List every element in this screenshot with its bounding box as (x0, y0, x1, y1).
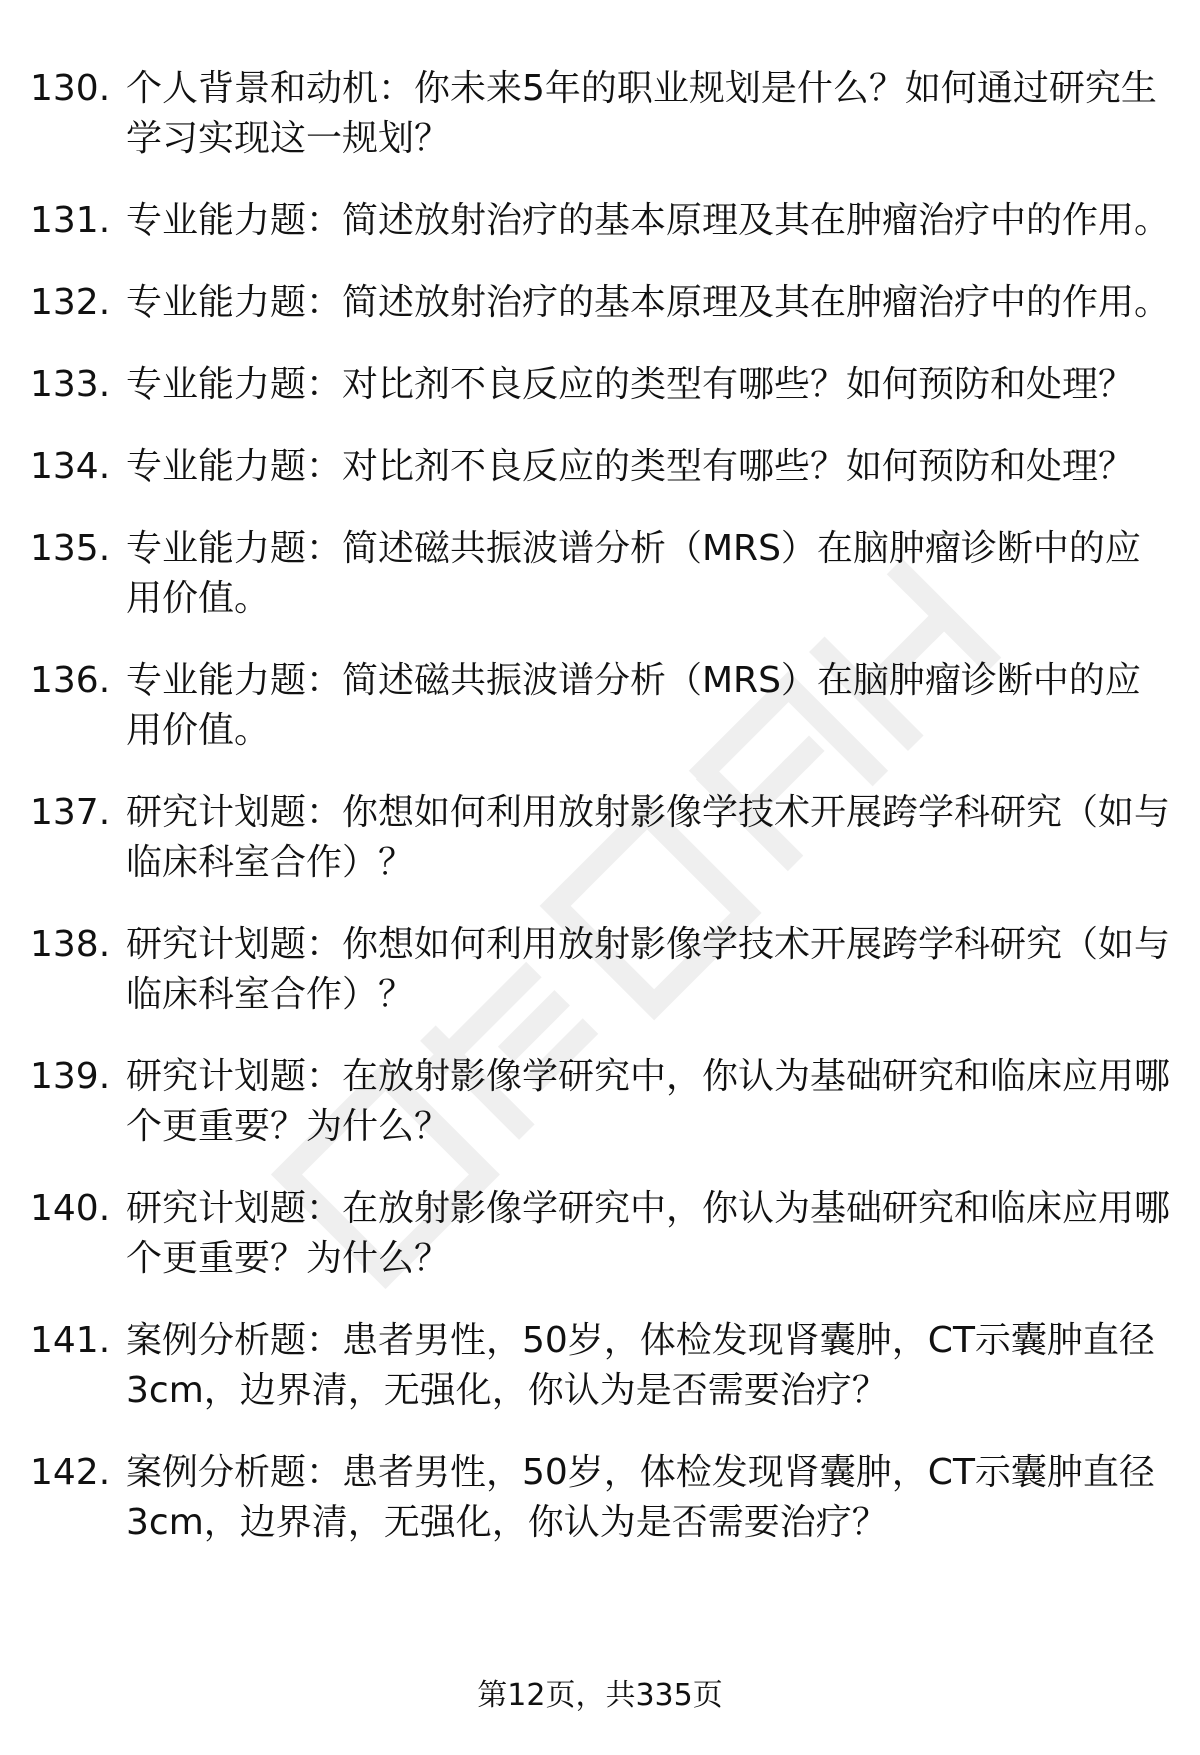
page-footer: 第12页，共335页 (477, 1678, 723, 1713)
question-text: 研究计划题：你想如何利用放射影像学技术开展跨学科研究（如与临床科室合作）？ (126, 792, 1171, 883)
question-text: 个人背景和动机：你未来5年的职业规划是什么？如何通过研究生学习实现这一规划？ (126, 68, 1157, 159)
question-text: 专业能力题：简述放射治疗的基本原理及其在肿瘤治疗中的作用。 (126, 200, 1171, 241)
question-number: 138. (30, 924, 111, 965)
question-number: 139. (30, 1056, 111, 1097)
question-text: 案例分析题：患者男性，50岁，体检发现肾囊肿，CT示囊肿直径3cm，边界清，无强化，你认为是否需要治疗？ (126, 1320, 1155, 1411)
question-text: 专业能力题：简述放射治疗的基本原理及其在肿瘤治疗中的作用。 (126, 282, 1171, 323)
question-number: 135. (30, 528, 111, 569)
question-text: 研究计划题：在放射影像学研究中，你认为基础研究和临床应用哪个更重要？为什么？ (126, 1056, 1171, 1147)
question-item (30, 64, 1170, 164)
question-text: 案例分析题：患者男性，50岁，体检发现肾囊肿，CT示囊肿直径3cm，边界清，无强化，你认为是否需要治疗？ (126, 1452, 1155, 1543)
question-item (30, 360, 1170, 410)
question-list (30, 64, 1170, 1580)
question-item (30, 920, 1170, 1020)
question-number: 131. (30, 200, 111, 241)
question-text: 专业能力题：简述磁共振波谱分析（MRS）在脑肿瘤诊断中的应用价值。 (126, 528, 1141, 619)
question-text: 研究计划题：在放射影像学研究中，你认为基础研究和临床应用哪个更重要？为什么？ (126, 1188, 1171, 1279)
question-number: 136. (30, 660, 111, 701)
question-item (30, 1448, 1170, 1548)
question-text: 专业能力题：对比剂不良反应的类型有哪些？如何预防和处理？ (126, 446, 1135, 487)
question-number: 141. (30, 1320, 111, 1361)
question-item (30, 1052, 1170, 1152)
question-number: 133. (30, 364, 111, 405)
question-item (30, 788, 1170, 888)
question-number: 137. (30, 792, 111, 833)
question-number: 142. (30, 1452, 111, 1493)
question-item (30, 1316, 1170, 1416)
question-item (30, 196, 1170, 246)
question-text: 专业能力题：简述磁共振波谱分析（MRS）在脑肿瘤诊断中的应用价值。 (126, 660, 1141, 751)
question-item (30, 278, 1170, 328)
question-item (30, 442, 1170, 492)
question-item (30, 656, 1170, 756)
question-number: 140. (30, 1188, 111, 1229)
question-text: 专业能力题：对比剂不良反应的类型有哪些？如何预防和处理？ (126, 364, 1135, 405)
question-number: 130. (30, 68, 111, 109)
question-number: 134. (30, 446, 111, 487)
question-number: 132. (30, 282, 111, 323)
question-item (30, 524, 1170, 624)
question-text: 研究计划题：你想如何利用放射影像学技术开展跨学科研究（如与临床科室合作）？ (126, 924, 1171, 1015)
question-item (30, 1184, 1170, 1284)
